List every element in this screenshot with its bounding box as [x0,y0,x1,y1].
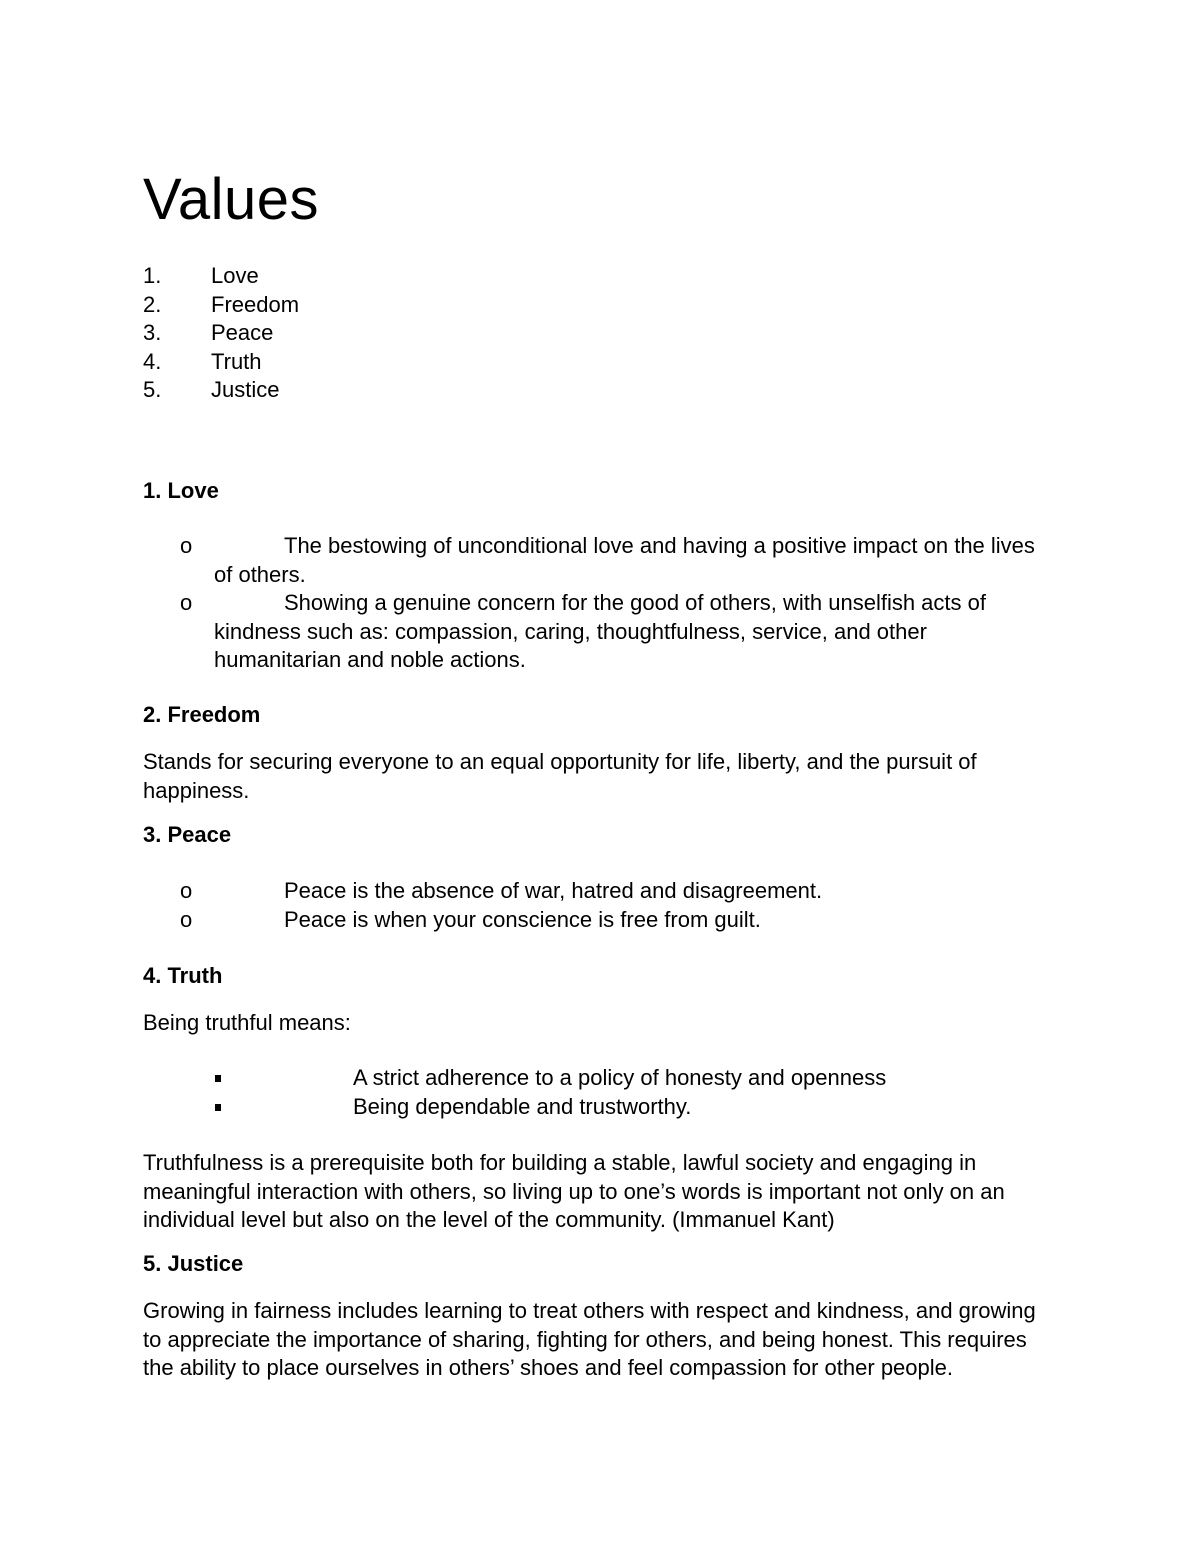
list-item [215,1064,1015,1093]
peace-bullet-list [180,877,1050,934]
list-number: 1. [143,263,162,288]
section-heading-freedom: 2. Freedom [143,702,261,727]
bullet-text: A strict adherence to a policy of honesty and openness [353,1065,887,1090]
values-list [143,262,299,405]
bullet-text: Peace is when your conscience is free from guilt. [284,906,761,932]
bullet-marker: o [180,878,193,903]
list-item [180,532,1050,589]
square-bullet-icon [215,1104,221,1111]
square-bullet-icon [215,1075,221,1082]
list-item [143,262,299,291]
truth-bullet-list [215,1064,1015,1121]
list-label: Freedom [211,291,300,317]
list-item [143,348,299,377]
list-item [215,1093,1015,1122]
bullet-marker: o [180,906,193,932]
list-item [180,877,1050,906]
justice-paragraph: Growing in fairness includes learning to treat others with respect and kindness, and growing to appreciate the importance of sharing, fighting for others, and being honest. This requires the ability to place ourselves in others’ shoes and feel compassion for other people. [143,1298,1036,1380]
list-number: 4. [143,348,162,374]
freedom-paragraph: Stands for securing everyone to an equal opportunity for life, liberty, and the pursuit of happiness. [143,749,977,803]
truth-intro: Being truthful means: [143,1010,351,1035]
bullet-text: Being dependable and trustworthy. [353,1093,692,1119]
list-item [180,906,1050,935]
bullet-text: The bestowing of unconditional love and having a positive impact on the lives of others. [214,533,1035,587]
list-item [143,376,299,405]
list-item [143,319,299,348]
section-heading-peace: 3. Peace [143,822,232,847]
document-title: Values [143,167,320,232]
list-label: Truth [211,348,262,374]
love-bullet-list [180,532,1050,675]
section-heading-truth: 4. Truth [143,963,223,988]
section-heading-love: 1. Love [143,478,219,503]
list-item [180,589,1050,675]
bullet-marker: o [180,533,193,558]
bullet-marker: o [180,590,193,615]
list-number: 3. [143,320,162,345]
list-label: Justice [211,377,280,402]
bullet-text: Showing a genuine concern for the good of others, with unselfish acts of kindness such as: compassion, caring, thoughtfulness, service, and other humanitarian and noble actions. [214,590,986,672]
list-number: 5. [143,377,162,402]
truth-paragraph: Truthfulness is a prerequisite both for building a stable, lawful society and engaging in meaningful interaction with others, so living up to one’s words is important not only on an individual level but also on the level of the community. (Immanuel Kant) [143,1150,1005,1232]
list-item [143,291,299,320]
list-label: Peace [211,320,274,345]
list-label: Love [211,263,259,288]
bullet-text: Peace is the absence of war, hatred and disagreement. [284,878,823,903]
list-number: 2. [143,291,162,317]
section-heading-justice: 5. Justice [143,1251,244,1276]
